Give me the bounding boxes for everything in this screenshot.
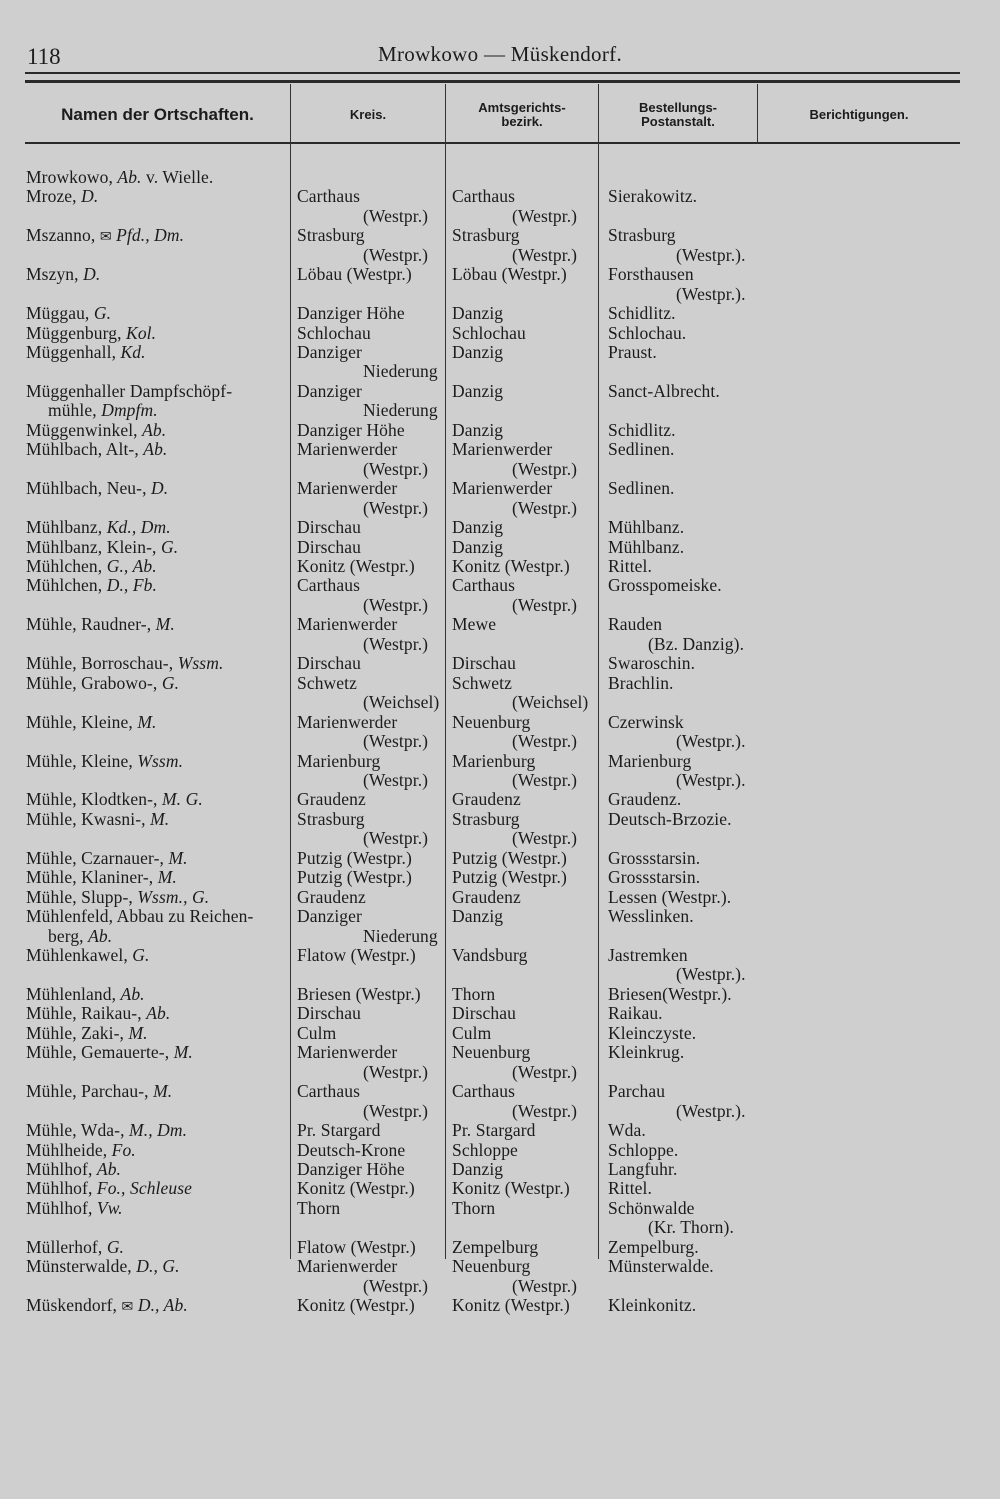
amtsgericht-cell: Thorn [452, 983, 496, 1004]
kreis-cell: Schwetz (Weichsel) [297, 672, 440, 713]
amtsgericht-cell: Konitz (Westpr.) [452, 1295, 570, 1316]
amtsgericht-cell: Neuenburg (Westpr.) [452, 1256, 578, 1296]
postanstalt-cell: Mühlbanz. [608, 536, 685, 557]
amtsgericht-cell: Carthaus (Westpr.) [452, 575, 578, 615]
amtsgericht-cell: Strasburg (Westpr.) [452, 225, 578, 265]
postanstalt-cell: Zempelburg. [608, 1236, 699, 1257]
postanstalt-cell: Brachlin. [608, 672, 674, 693]
amtsgericht-cell: Zempelburg [452, 1236, 539, 1257]
column-header-kreis: Kreis. [349, 107, 387, 123]
kreis-cell: Marienwerder (Westpr.) [297, 478, 429, 518]
running-head: Mrowkowo — Müskendorf. [378, 42, 622, 66]
postanstalt-cell: Kleinkonitz. [608, 1295, 697, 1316]
place-name: Mühle, Borroschau-, Wssm. [26, 653, 224, 674]
kreis-cell: Flatow (Westpr.) [297, 1236, 416, 1257]
amtsgericht-cell: Danzig [452, 536, 504, 557]
postanstalt-cell: Schönwalde (Kr. Thorn). [608, 1197, 734, 1238]
place-name: Mühle, Klodtken-, M. G. [26, 789, 203, 810]
place-name: Mühlbanz, Klein-, G. [26, 536, 179, 557]
postanstalt-cell: Schlochau. [608, 322, 687, 343]
place-name: Müggenwinkel, Ab. [26, 419, 167, 440]
kreis-cell: Deutsch-Krone [297, 1139, 406, 1160]
kreis-cell: Dirschau [297, 1003, 361, 1024]
place-name: Müggenburg, Kol. [26, 322, 157, 343]
postanstalt-cell: Strasburg (Westpr.). [608, 225, 746, 265]
place-name: Müskendorf, ✉ D., Ab. [26, 1295, 188, 1316]
place-name: Mühlheide, Fo. [26, 1139, 136, 1160]
place-name: Mühle, Raudner-, M. [26, 614, 175, 635]
amtsgericht-cell: Danzig [452, 303, 504, 324]
postanstalt-cell: Parchau (Westpr.). [608, 1081, 746, 1121]
amtsgericht-cell: Schloppe [452, 1139, 518, 1160]
amtsgericht-cell: Danzig [452, 380, 504, 401]
place-name: Mühlchen, D., Fb. [26, 575, 157, 596]
place-name: Mühle, Kleine, Wssm. [26, 750, 184, 771]
amtsgericht-cell: Neuenburg (Westpr.) [452, 711, 578, 751]
postanstalt-cell: Rittel. [608, 556, 652, 576]
place-name: Münsterwalde, D., G. [26, 1256, 180, 1277]
amtsgericht-cell: Schlochau [452, 322, 526, 343]
place-name: Mühle, Kleine, M. [26, 711, 157, 732]
postanstalt-cell: Mühlbanz. [608, 517, 685, 538]
column-header-postanstalt: Bestellungs- Postanstalt. [638, 100, 717, 129]
kreis-cell: Graudenz [297, 789, 366, 810]
kreis-cell: Danziger Niederung [297, 342, 438, 382]
kreis-cell: Carthaus (Westpr.) [297, 1081, 429, 1121]
kreis-cell: Strasburg (Westpr.) [297, 808, 429, 849]
amtsgericht-cell: Thorn [452, 1197, 496, 1218]
amtsgericht-cell: Danzig [452, 517, 504, 538]
place-name: Mühle, Slupp-, Wssm., G. [26, 886, 210, 907]
kreis-cell: Schlochau [297, 322, 371, 343]
postanstalt-cell: Schidlitz. [608, 303, 676, 324]
kreis-cell: Marienwerder (Westpr.) [297, 1256, 429, 1296]
kreis-cell: Dirschau [297, 653, 361, 674]
column-header-names: Namen der Ortschaften. [61, 105, 254, 125]
place-name: Mühlbach, Neu-, D. [26, 478, 169, 499]
amtsgericht-cell: Danzig [452, 1158, 504, 1179]
kreis-cell: Dirschau [297, 517, 361, 538]
postanstalt-cell: Wda. [608, 1120, 646, 1141]
amtsgericht-cell: Culm [452, 1022, 492, 1043]
kreis-cell: Löbau (Westpr.) [297, 264, 412, 285]
amtsgericht-cell: Schwetz (Weichsel) [452, 672, 589, 713]
postanstalt-cell: Graudenz. [608, 789, 682, 810]
kreis-cell: Dirschau [297, 536, 361, 557]
kreis-cell: Danziger Niederung [297, 906, 438, 946]
postanstalt-cell: Grossstarsin. [608, 867, 701, 888]
amtsgericht-cell: Dirschau [452, 1003, 516, 1024]
column-header-amtsgerichtsbezirk: Amtsgerichts- bezirk. [478, 100, 566, 129]
kreis-cell: Danziger Höhe [297, 419, 405, 440]
post-office-symbol-icon: ✉ [99, 230, 112, 246]
kreis-cell: Danziger Höhe [297, 303, 405, 324]
place-name: Mühlenfeld, Abbau zu Reichen- berg, Ab. [26, 906, 254, 946]
kreis-cell: Konitz (Westpr.) [297, 1178, 415, 1199]
amtsgericht-cell: Danzig [452, 419, 504, 440]
place-name: Mszyn, D. [26, 264, 101, 285]
postanstalt-cell: Kleinczyste. [608, 1022, 697, 1043]
place-name: Müggenhaller Dampfschöpf- mühle, Dmpfm. [26, 380, 233, 421]
kreis-cell: Marienwerder (Westpr.) [297, 439, 429, 479]
amtsgericht-cell: Mewe [452, 614, 497, 635]
place-name: Mühlenkawel, G. [26, 945, 150, 965]
postanstalt-cell: Deutsch-Brzozie. [608, 808, 732, 829]
kreis-cell: Danziger Höhe [297, 1158, 405, 1179]
postanstalt-cell: Czerwinsk (Westpr.). [608, 711, 746, 751]
place-name: Mühlhof, Fo., Schleuse [26, 1178, 192, 1199]
place-name: Mühlhof, Ab. [26, 1158, 122, 1179]
postanstalt-cell: Grosspomeiske. [608, 575, 722, 596]
amtsgericht-cell: Danzig [452, 906, 504, 927]
kreis-cell: Thorn [297, 1197, 341, 1218]
amtsgericht-cell: Graudenz [452, 789, 521, 810]
kreis-cell: Graudenz [297, 886, 366, 907]
place-name: Mühlbach, Alt-, Ab. [26, 439, 168, 460]
kreis-cell: Marienburg (Westpr.) [297, 750, 429, 790]
kreis-cell: Putzig (Westpr.) [297, 867, 412, 888]
postanstalt-cell: Jastremken (Westpr.). [608, 945, 746, 985]
postanstalt-cell: Marienburg (Westpr.). [608, 750, 746, 790]
amtsgericht-cell: Putzig (Westpr.) [452, 867, 567, 888]
kreis-cell: Strasburg (Westpr.) [297, 225, 429, 265]
page-number: 118 [27, 44, 61, 69]
kreis-cell: Marienwerder (Westpr.) [297, 711, 429, 751]
amtsgericht-cell: Danzig [452, 342, 504, 363]
place-name: Mühle, Wda-, M., Dm. [26, 1120, 188, 1141]
place-name: Mühle, Klaniner-, M. [26, 867, 177, 888]
postanstalt-cell: Sierakowitz. [608, 186, 698, 207]
amtsgericht-cell: Neuenburg (Westpr.) [452, 1042, 578, 1082]
postanstalt-cell: Briesen(Westpr.). [608, 983, 732, 1004]
postanstalt-cell: Rauden (Bz. Danzig). [608, 614, 745, 654]
amtsgericht-cell: Graudenz [452, 886, 521, 907]
postanstalt-cell: Schloppe. [608, 1139, 679, 1160]
kreis-cell: Pr. Stargard [297, 1120, 381, 1141]
amtsgericht-cell: Marienburg (Westpr.) [452, 750, 578, 790]
kreis-cell: Danziger Niederung [297, 380, 438, 421]
place-name: Mühle, Raikau-, Ab. [26, 1003, 171, 1024]
kreis-cell: Carthaus (Westpr.) [297, 186, 429, 226]
place-name: Mühle, Czarnauer-, M. [26, 847, 188, 868]
postanstalt-cell: Raikau. [608, 1003, 663, 1024]
postanstalt-cell: Lessen (Westpr.). [608, 886, 732, 907]
amtsgericht-cell: Dirschau [452, 653, 516, 674]
place-name: Müggau, G. [26, 303, 112, 324]
amtsgericht-cell: Pr. Stargard [452, 1120, 536, 1141]
place-name: Mroze, D. [26, 186, 99, 207]
postanstalt-cell: Sedlinen. [608, 439, 675, 460]
amtsgericht-cell: Konitz (Westpr.) [452, 1178, 570, 1199]
postanstalt-cell: Grossstarsin. [608, 847, 701, 868]
postanstalt-cell: Sanct-Albrecht. [608, 380, 720, 401]
amtsgericht-cell: Strasburg (Westpr.) [452, 808, 578, 849]
amtsgericht-cell: Vandsburg [452, 945, 528, 965]
amtsgericht-cell: Carthaus (Westpr.) [452, 1081, 578, 1121]
place-name: Mrowkowo, Ab. v. Wielle. [26, 167, 214, 187]
place-name: Mühle, Kwasni-, M. [26, 808, 170, 829]
kreis-cell: Carthaus (Westpr.) [297, 575, 429, 615]
kreis-cell: Marienwerder (Westpr.) [297, 1042, 429, 1082]
kreis-cell: Briesen (Westpr.) [297, 983, 421, 1004]
place-name: Mühle, Parchau-, M. [26, 1081, 173, 1102]
kreis-cell: Konitz (Westpr.) [297, 556, 415, 576]
postanstalt-cell: Sedlinen. [608, 478, 675, 499]
postanstalt-cell: Kleinkrug. [608, 1042, 685, 1063]
place-name: Müggenhall, Kd. [26, 342, 146, 363]
place-name: Mühlenland, Ab. [26, 983, 145, 1004]
kreis-cell: Konitz (Westpr.) [297, 1295, 415, 1316]
amtsgericht-cell: Marienwerder (Westpr.) [452, 478, 578, 518]
postanstalt-cell: Wesslinken. [608, 906, 694, 927]
postanstalt-cell: Langfuhr. [608, 1158, 678, 1179]
kreis-cell: Marienwerder (Westpr.) [297, 614, 429, 654]
place-name: Mühlbanz, Kd., Dm. [26, 517, 171, 538]
amtsgericht-cell: Putzig (Westpr.) [452, 847, 567, 868]
place-name: Mühle, Zaki-, M. [26, 1022, 148, 1043]
place-name: Müllerhof, G. [26, 1236, 125, 1257]
place-name: Mühle, Grabowo-, G. [26, 672, 180, 693]
post-office-symbol-icon: ✉ [121, 1300, 134, 1316]
postanstalt-cell: Rittel. [608, 1178, 652, 1199]
postanstalt-cell: Forsthausen (Westpr.). [608, 264, 746, 304]
kreis-cell: Putzig (Westpr.) [297, 847, 412, 868]
postanstalt-cell: Münsterwalde. [608, 1256, 714, 1277]
kreis-cell: Culm [297, 1022, 337, 1043]
postanstalt-cell: Schidlitz. [608, 419, 676, 440]
column-header-berichtigungen: Berichtigungen. [809, 107, 909, 123]
amtsgericht-cell: Konitz (Westpr.) [452, 556, 570, 576]
postanstalt-cell: Praust. [608, 342, 657, 363]
kreis-cell: Flatow (Westpr.) [297, 945, 416, 965]
amtsgericht-cell: Carthaus (Westpr.) [452, 186, 578, 226]
postanstalt-cell: Swaroschin. [608, 653, 696, 674]
amtsgericht-cell: Löbau (Westpr.) [452, 264, 567, 285]
place-name: Mühlhof, Vw. [26, 1197, 123, 1218]
amtsgericht-cell: Marienwerder (Westpr.) [452, 439, 578, 479]
place-name: Mühlchen, G., Ab. [26, 556, 157, 576]
place-name: Mszanno, ✉ Pfd., Dm. [26, 225, 185, 246]
place-name: Mühle, Gemauerte-, M. [26, 1042, 193, 1063]
